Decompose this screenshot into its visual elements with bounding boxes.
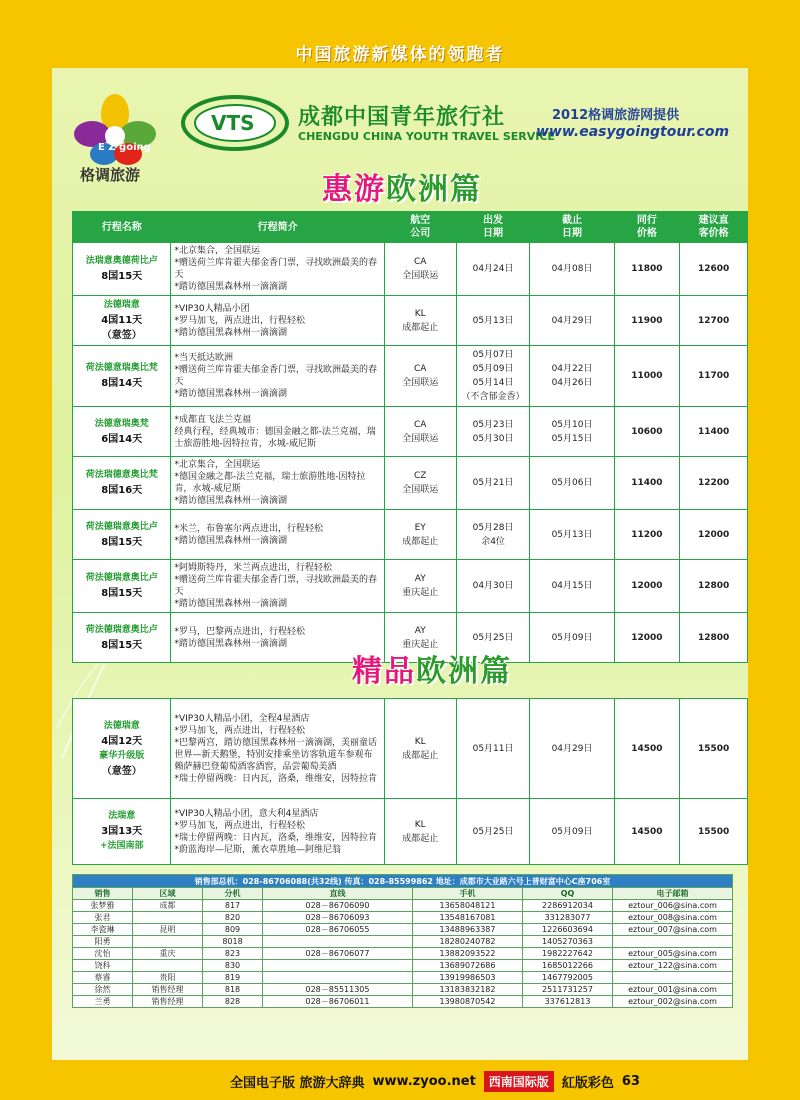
deadline-cell <box>530 510 614 560</box>
contact-direct <box>263 960 413 972</box>
contact-row <box>73 996 733 1008</box>
section-title-economy-b: 欧洲篇 <box>386 172 482 207</box>
contact-region: 贵阳 <box>133 972 203 984</box>
depart-date: 04月30日 <box>472 581 514 591</box>
retail-price: 12800 <box>680 613 748 663</box>
depart-date: 05月30日 <box>472 433 514 444</box>
retail-price: 12600 <box>680 243 748 296</box>
airline-route: 成都起止 <box>402 750 439 761</box>
tour-row <box>73 346 748 407</box>
contact-mobile: 13919986503 <box>413 972 523 984</box>
tour-intro-cell <box>171 799 384 865</box>
vts-logo-text: VTS <box>211 111 255 135</box>
tour-name: 法德意瑞奥梵 <box>94 418 149 429</box>
slogan: 中国旅游新媒体的领跑者 <box>295 45 505 65</box>
contact-region: 成都 <box>133 900 203 912</box>
tour-intro-cell <box>171 346 384 407</box>
contact-ext: 817 <box>203 900 263 912</box>
depart-date: 05月09日 <box>472 364 514 374</box>
tour-intro-line: *VIP30人精品小团，意大利4星酒店 <box>174 808 319 819</box>
deadline-date: 05月06日 <box>551 478 593 488</box>
contact-column-header: 分机 <box>203 888 263 900</box>
tour-duration: 8国14天 <box>101 378 143 389</box>
tour-row <box>73 457 748 510</box>
section-title-economy <box>322 164 482 208</box>
tour-intro-line: *北京集合，全国联运 <box>174 246 260 256</box>
retail-price: 15500 <box>680 699 748 799</box>
deadline-date: 05月10日 <box>551 419 593 430</box>
airline-route: 全国联运 <box>402 271 439 281</box>
vts-logo-icon <box>180 94 290 152</box>
tour-name: 法德瑞意 <box>103 300 140 310</box>
deadline-cell <box>530 560 614 613</box>
contact-ext: 809 <box>203 924 263 936</box>
tour-intro-cell <box>171 699 384 799</box>
deadline-date: 04月26日 <box>551 378 593 388</box>
contact-qq: 331283077 <box>523 912 613 924</box>
tour-intro-line: *赠送荷兰库肯霍夫郁金香门票，寻找欧洲最美的春天 <box>174 575 377 597</box>
peer-price: 12000 <box>614 613 680 663</box>
peer-price: 11800 <box>614 243 680 296</box>
provider-url[interactable]: www.easygoingtour.com <box>536 124 730 140</box>
contact-qq: 1467792005 <box>523 972 613 984</box>
deadline-date: 04月29日 <box>530 699 614 799</box>
tour-intro-line: *罗马加飞，两点进出，行程轻松 <box>174 725 305 736</box>
tour-duration: 4国11天 <box>101 315 143 326</box>
tour-tag: 豪华升级版 <box>99 750 145 761</box>
tour-intro-line: *踏访德国黑森林州一滴滴湖 <box>174 638 287 649</box>
depart-date-cell <box>456 407 530 457</box>
contact-ext: 828 <box>203 996 263 1008</box>
airline-code: CA <box>414 257 427 267</box>
contact-qq: 2286912034 <box>523 900 613 912</box>
section-title-premium-a: 精品 <box>352 654 416 689</box>
tour-visa: （意签） <box>101 765 142 777</box>
tour-intro-line: *踏访德国黑森林州一滴滴湖 <box>174 599 287 609</box>
depart-date-cell <box>456 296 530 346</box>
tour-name-cell <box>73 243 171 296</box>
contact-row <box>73 924 733 936</box>
contact-email[interactable]: eztour_005@sina.com <box>613 948 733 960</box>
deadline-date: 04月29日 <box>551 315 593 326</box>
contact-name: 沈怡 <box>73 948 133 960</box>
premium-tour-row <box>73 699 748 799</box>
contact-column-header: 电子邮箱 <box>613 888 733 900</box>
airline-route: 成都起止 <box>402 536 439 547</box>
contact-row <box>73 912 733 924</box>
contact-region <box>133 960 203 972</box>
contact-direct <box>263 936 413 948</box>
airline-code: AY <box>414 574 426 584</box>
contact-caption: 销售部总机：028-86706088(共32线) 传真：028-85599862 地址：成都市大业路六号上普财富中心C座706室 <box>73 875 733 888</box>
depart-date: 05月21日 <box>472 478 514 488</box>
tour-name-cell <box>73 407 171 457</box>
airline-cell <box>384 560 456 613</box>
column-header: 出发 日期 <box>456 212 530 243</box>
contact-direct: 028－86706090 <box>263 900 413 912</box>
tour-row <box>73 243 748 296</box>
footer-tag: 西南国际版 <box>484 1071 554 1092</box>
tour-duration: 8国15天 <box>101 639 143 651</box>
retail-price: 12700 <box>680 296 748 346</box>
contact-ext: 818 <box>203 984 263 996</box>
economy-tour-table <box>72 211 748 663</box>
footer-url[interactable]: www.zyoo.net <box>372 1073 476 1089</box>
depart-date-cell <box>456 560 530 613</box>
contact-email[interactable]: eztour_001@sina.com <box>613 984 733 996</box>
contact-ext: 820 <box>203 912 263 924</box>
contact-name: 张梦雅 <box>73 900 133 912</box>
peer-price: 10600 <box>614 407 680 457</box>
deadline-date: 04月08日 <box>551 264 593 274</box>
tour-duration: 4国12天 <box>101 735 143 747</box>
tour-intro-line: *罗马加飞，两点进出，行程轻松 <box>174 315 305 326</box>
tour-intro-line: *蔚蓝海岸—尼斯，薰衣草胜地—阿维尼翁 <box>174 844 341 855</box>
footer-edition: 全国电子版 旅游大辞典 <box>230 1075 365 1091</box>
contact-mobile: 13689072686 <box>413 960 523 972</box>
contact-ext: 830 <box>203 960 263 972</box>
column-header: 航空 公司 <box>384 212 456 243</box>
tour-name: 法德瑞意 <box>103 720 140 731</box>
contact-name: 阳勇 <box>73 936 133 948</box>
contact-email[interactable]: eztour_122@sina.com <box>613 960 733 972</box>
contact-mobile: 13548167081 <box>413 912 523 924</box>
contact-row <box>73 948 733 960</box>
peer-price: 12000 <box>614 560 680 613</box>
contact-mobile: 13980870542 <box>413 996 523 1008</box>
tour-intro-line: *当天抵达欧洲 <box>174 353 233 363</box>
deadline-cell <box>530 243 614 296</box>
deadline-date: 05月09日 <box>551 632 593 643</box>
tour-name: 法瑞意奥德荷比卢 <box>85 256 158 266</box>
airline-route: 成都起止 <box>402 833 439 844</box>
depart-date: 05月13日 <box>472 315 514 326</box>
depart-date: （不含郁金香） <box>461 392 525 402</box>
airline-cell <box>384 510 456 560</box>
depart-date: 05月07日 <box>472 350 514 360</box>
depart-date-cell <box>456 346 530 407</box>
tour-intro-line: *VIP30人精品小团 <box>174 303 250 314</box>
tour-intro-line: 经典行程，经典城市：德国金融之都-法兰克福，瑞士旅游胜地-因特拉肯，水城-威尼斯 <box>174 426 376 449</box>
contact-row <box>73 972 733 984</box>
retail-price: 12000 <box>680 510 748 560</box>
contact-row <box>73 984 733 996</box>
section-title-economy-a: 惠游 <box>322 172 386 207</box>
section-title-premium <box>352 646 512 690</box>
peer-price: 11200 <box>614 510 680 560</box>
tour-row <box>73 407 748 457</box>
tour-intro-line: *VIP30人精品小团，全程4星酒店 <box>174 713 310 724</box>
tour-duration: 6国14天 <box>101 433 143 445</box>
tour-name: 荷法德瑞意奥比卢 <box>85 573 158 583</box>
premium-tour-table <box>72 698 748 865</box>
tour-row <box>73 296 748 346</box>
retail-price: 11700 <box>680 346 748 407</box>
contact-name: 徐然 <box>73 984 133 996</box>
tour-name: 荷法瑞德意奥比梵 <box>85 470 158 480</box>
tour-intro-cell <box>171 407 384 457</box>
contact-direct: 028－85511305 <box>263 984 413 996</box>
contact-header-row <box>73 888 733 900</box>
contact-mobile: 13882093522 <box>413 948 523 960</box>
contact-mobile: 18280240782 <box>413 936 523 948</box>
brand-name: 格调旅游 <box>80 166 141 184</box>
contact-region: 昆明 <box>133 924 203 936</box>
deadline-cell <box>530 346 614 407</box>
contact-direct: 028－86706093 <box>263 912 413 924</box>
airline-code: KL <box>414 308 426 319</box>
tour-intro-line: *踏访德国黑森林州一滴滴湖 <box>174 496 287 506</box>
airline-cell <box>384 799 456 865</box>
table-header-row <box>73 212 748 243</box>
contact-qq: 1685012266 <box>523 960 613 972</box>
contact-region: 销售经理 <box>133 996 203 1008</box>
depart-date-cell <box>456 243 530 296</box>
depart-date-cell <box>456 510 530 560</box>
tour-intro-line: *北京集合，全国联运 <box>174 460 260 470</box>
airline-cell <box>384 457 456 510</box>
contact-direct: 028－86706011 <box>263 996 413 1008</box>
depart-date-cell <box>456 457 530 510</box>
tour-name-cell <box>73 799 171 865</box>
depart-date: 05月23日 <box>472 419 514 430</box>
contact-name: 兰勇 <box>73 996 133 1008</box>
agency-name-en: CHENGDU CHINA YOUTH TRAVEL SERVICE <box>298 130 555 143</box>
tour-name-cell <box>73 346 171 407</box>
column-header: 同行 价格 <box>614 212 680 243</box>
sales-contact-table <box>72 874 733 1008</box>
contact-mobile: 13658048121 <box>413 900 523 912</box>
contact-region <box>133 936 203 948</box>
tour-name: 法瑞意 <box>108 811 136 821</box>
airline-cell <box>384 243 456 296</box>
tour-intro-cell <box>171 457 384 510</box>
column-header: 截止 日期 <box>530 212 614 243</box>
tour-name: 荷法德瑞意奥比卢 <box>85 521 158 532</box>
airline-cell <box>384 407 456 457</box>
deadline-date: 05月09日 <box>530 799 614 865</box>
airline-cell <box>384 296 456 346</box>
contact-email[interactable] <box>613 936 733 948</box>
tour-name-cell <box>73 699 171 799</box>
tour-duration: 8国15天 <box>101 588 143 599</box>
contact-mobile: 13488963387 <box>413 924 523 936</box>
airline-code: EY <box>414 522 426 533</box>
contact-name: 李瓷琳 <box>73 924 133 936</box>
tour-intro-line: *瑞士停留两晚：日内瓦，洛桑，维维安，因特拉肯 <box>174 773 377 784</box>
tour-intro-line: *瑞士停留两晚：日内瓦，洛桑，维维安，因特拉肯 <box>174 832 377 843</box>
airline-code: KL <box>414 736 426 747</box>
depart-date: 05月25日 <box>472 632 514 643</box>
contact-mobile: 13183832182 <box>413 984 523 996</box>
retail-price: 11400 <box>680 407 748 457</box>
tour-visa: （意签） <box>101 330 142 341</box>
logo-text: E Z going <box>98 142 151 153</box>
contact-qq: 337612813 <box>523 996 613 1008</box>
depart-date: 04月24日 <box>472 264 514 274</box>
contact-email[interactable]: eztour_006@sina.com <box>613 900 733 912</box>
contact-region <box>133 912 203 924</box>
section-title-premium-b: 欧洲篇 <box>416 654 512 689</box>
provider-line: 2012格调旅游网提供 <box>552 108 680 123</box>
airline-code: KL <box>414 819 426 830</box>
peer-price: 11000 <box>614 346 680 407</box>
contact-qq: 1226603694 <box>523 924 613 936</box>
tour-intro-line: *踏访德国黑森林州一滴滴湖 <box>174 535 287 546</box>
deadline-date: 05月15日 <box>551 433 593 444</box>
deadline-cell <box>530 457 614 510</box>
contact-ext: 823 <box>203 948 263 960</box>
tour-intro-line: *踏访德国黑森林州一滴滴湖 <box>174 327 287 338</box>
contact-column-header: 区域 <box>133 888 203 900</box>
tour-intro-cell <box>171 296 384 346</box>
airline-route: 全国联运 <box>402 433 439 444</box>
column-header: 行程简介 <box>171 212 384 243</box>
contact-row <box>73 900 733 912</box>
airline-cell <box>384 346 456 407</box>
agency-name: 成都中国青年旅行社 <box>298 105 506 130</box>
contact-column-header: 手机 <box>413 888 523 900</box>
deadline-date: 04月22日 <box>551 364 593 374</box>
airline-route: 全国联运 <box>402 485 439 495</box>
tour-name-cell <box>73 457 171 510</box>
contact-column-header: QQ <box>523 888 613 900</box>
retail-price: 15500 <box>680 799 748 865</box>
depart-date: 余4位 <box>481 536 505 547</box>
tour-row <box>73 560 748 613</box>
tour-name-cell <box>73 510 171 560</box>
tour-name-cell <box>73 613 171 663</box>
tour-intro-line: *成都直飞法兰克福 <box>174 414 251 425</box>
column-header: 建议直 客价格 <box>680 212 748 243</box>
column-header: 行程名称 <box>73 212 171 243</box>
tour-name: 荷法德瑞意奥比卢 <box>85 624 158 635</box>
contact-name: 张君 <box>73 912 133 924</box>
tour-name-cell <box>73 560 171 613</box>
contact-ext: 8018 <box>203 936 263 948</box>
contact-qq: 2511731257 <box>523 984 613 996</box>
tour-intro-line: *阿姆斯特丹，米兰两点进出，行程轻松 <box>174 563 332 573</box>
contact-ext: 819 <box>203 972 263 984</box>
retail-price: 12800 <box>680 560 748 613</box>
tour-row <box>73 510 748 560</box>
depart-date: 05月14日 <box>472 378 514 388</box>
deadline-cell <box>530 296 614 346</box>
tour-name: 荷法德意瑞奥比梵 <box>85 363 158 373</box>
tour-duration: 8国15天 <box>101 271 143 282</box>
contact-email[interactable] <box>613 972 733 984</box>
contact-column-header: 销售 <box>73 888 133 900</box>
airline-cell <box>384 699 456 799</box>
tour-intro-line: *踏访德国黑森林州一滴滴湖 <box>174 282 287 292</box>
tour-intro-cell <box>171 510 384 560</box>
top-bar <box>0 0 800 68</box>
depart-date: 05月11日 <box>456 699 530 799</box>
contact-row <box>73 960 733 972</box>
deadline-cell <box>530 613 614 663</box>
footer <box>230 1068 640 1094</box>
airline-route: 成都起止 <box>402 322 439 333</box>
peer-price: 11900 <box>614 296 680 346</box>
deadline-cell <box>530 407 614 457</box>
contact-name: 饶科 <box>73 960 133 972</box>
contact-email[interactable]: eztour_008@sina.com <box>613 912 733 924</box>
contact-email[interactable]: eztour_002@sina.com <box>613 996 733 1008</box>
peer-price: 14500 <box>614 699 680 799</box>
contact-column-header: 直线 <box>263 888 413 900</box>
airline-code: CA <box>414 364 427 374</box>
contact-region: 销售经理 <box>133 984 203 996</box>
page-number: 63 <box>621 1073 640 1089</box>
depart-date: 05月28日 <box>472 522 514 533</box>
tour-duration: 8国15天 <box>101 536 143 548</box>
contact-row <box>73 936 733 948</box>
tour-intro-cell <box>171 243 384 296</box>
tour-intro-cell <box>171 560 384 613</box>
contact-qq: 1405270363 <box>523 936 613 948</box>
tour-intro-line: *米兰，布鲁塞尔两点进出，行程轻松 <box>174 523 323 534</box>
contact-direct <box>263 972 413 984</box>
tour-intro-line: *罗马加飞，两点进出，行程轻松 <box>174 820 305 831</box>
peer-price: 14500 <box>614 799 680 865</box>
airline-route: 全国联运 <box>402 378 439 388</box>
deadline-date: 04月15日 <box>551 581 593 591</box>
tour-intro-line: *赠送荷兰库肯霍夫郁金香门票，寻找欧洲最美的春天 <box>174 258 377 280</box>
tour-duration: 8国16天 <box>101 485 143 496</box>
page-content <box>52 68 748 1060</box>
tour-intro-line: *罗马，巴黎两点进出，行程轻松 <box>174 626 305 637</box>
contact-direct: 028－86706055 <box>263 924 413 936</box>
tour-intro-line: *赠送荷兰库肯霍夫郁金香门票，寻找欧洲最美的春天 <box>174 365 377 387</box>
contact-qq: 1982227642 <box>523 948 613 960</box>
tour-intro-line: *踏访德国黑森林州一滴滴湖 <box>174 389 287 399</box>
tour-name-cell <box>73 296 171 346</box>
airline-code: CA <box>414 419 427 430</box>
tour-intro-line: *巴黎两宫，踏访德国黑森林州一滴滴湖，美丽童话世界—新天鹅堡，特别安排乘坐访客轨道车参观布赖萨赫巴登葡萄酒客酒窖，品尝葡萄美酒 <box>174 737 377 772</box>
premium-tour-row <box>73 799 748 865</box>
tour-intro-line: *德国金融之都-法兰克福，瑞士旅游胜地-因特拉肯，水城-威尼斯 <box>174 472 366 494</box>
retail-price: 12200 <box>680 457 748 510</box>
contact-name: 蔡睿 <box>73 972 133 984</box>
airline-route: 重庆起止 <box>402 588 439 598</box>
airline-code: AY <box>414 625 426 636</box>
airline-code: CZ <box>414 471 427 481</box>
tour-duration: 3国13天 <box>101 826 143 837</box>
footer-color: 紅版彩色 <box>561 1075 614 1091</box>
tour-tag: +法国南部 <box>99 841 144 851</box>
contact-direct: 028－86706077 <box>263 948 413 960</box>
contact-caption-row <box>73 875 733 888</box>
contact-region: 重庆 <box>133 948 203 960</box>
depart-date: 05月25日 <box>456 799 530 865</box>
contact-email[interactable]: eztour_007@sina.com <box>613 924 733 936</box>
airline-route: 重庆起止 <box>402 639 439 650</box>
deadline-date: 05月13日 <box>551 529 593 540</box>
peer-price: 11400 <box>614 457 680 510</box>
